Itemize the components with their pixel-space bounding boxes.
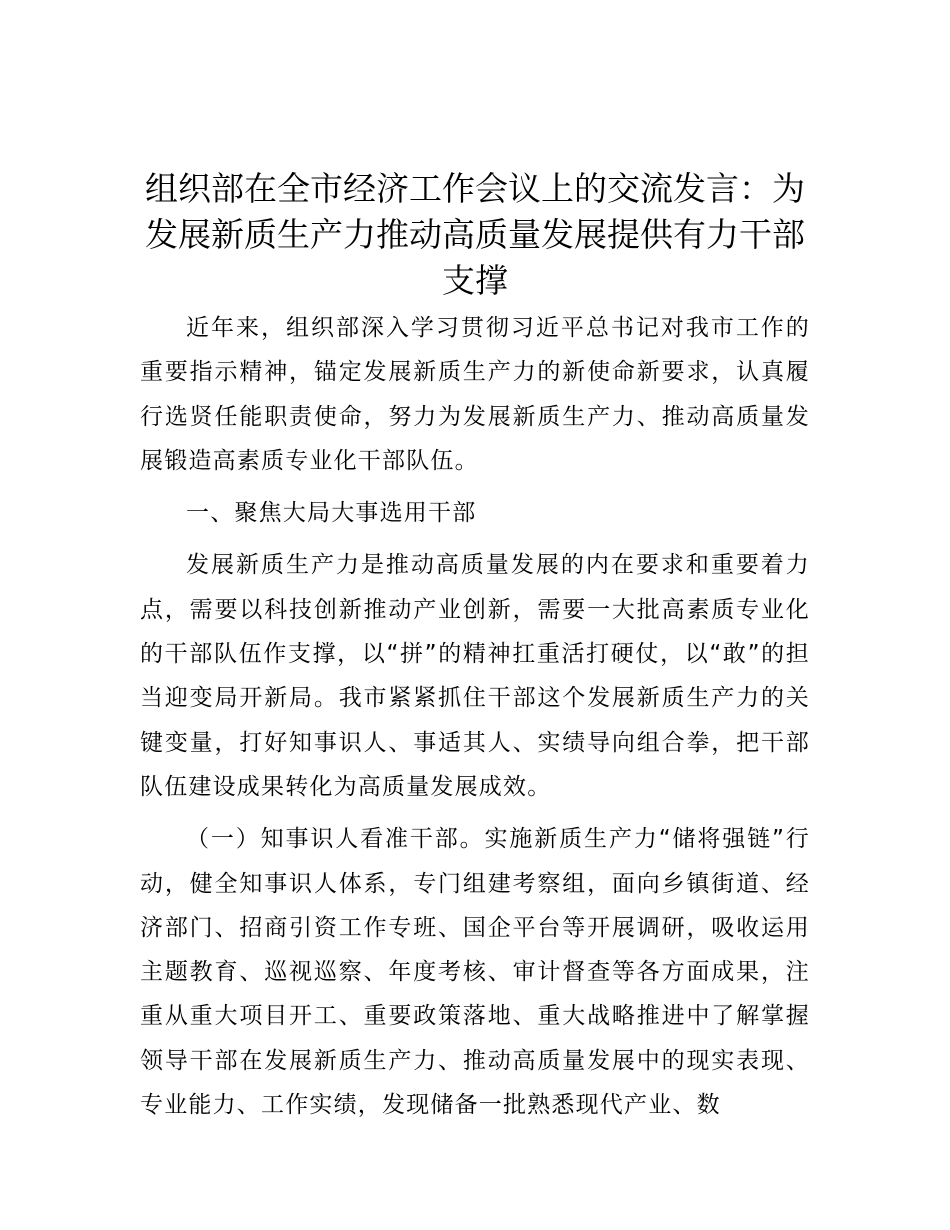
section-heading: 一、聚焦大局大事选用干部 bbox=[186, 500, 477, 527]
body-paragraph: （一）知事识人看准干部。实施新质生产力“储将强链”行动，健全知事识人体系，专门组建考察组，面向乡镇街道、经济部门、招商引资工作专班、国企平台等开展调研，吸收运用主题教育、巡视巡察、年度考核、审计督查等各方面成果，注重从重大项目开工、重要政策落地、重大战略推进中了解掌握领导干部在发展新质生产力、推动高质量发展中的现实表现、专业能力、工作实绩，发现储备一批熟悉现代产业、数 bbox=[140, 826, 810, 1119]
intro-paragraph: 近年来，组织部深入学习贯彻习近平总书记对我市工作的重要指示精神，锚定发展新质生产力的新使命新要求，认真履行选贤任能职责使命，努力为发展新质生产力、推动高质量发展锻造高素质专业化干部队伍。 bbox=[140, 315, 810, 474]
body-paragraph: 发展新质生产力是推动高质量发展的内在要求和重要着力点，需要以科技创新推动产业创新，需要一大批高素质专业化的干部队伍作支撑，以“拼”的精神扛重活打硬仗，以“敢”的担当迎变局开新局。我市紧紧抓住干部这个发展新质生产力的关键变量，打好知事识人、事适其人、实绩导向组合拳，把干部队伍建设成果转化为高质量发展成效。 bbox=[140, 552, 810, 800]
document-body bbox=[140, 306, 810, 1127]
document-title: 组织部在全市经济工作会议上的交流发言：为发展新质生产力推动高质量发展提供有力干部支撑 bbox=[145, 169, 805, 300]
